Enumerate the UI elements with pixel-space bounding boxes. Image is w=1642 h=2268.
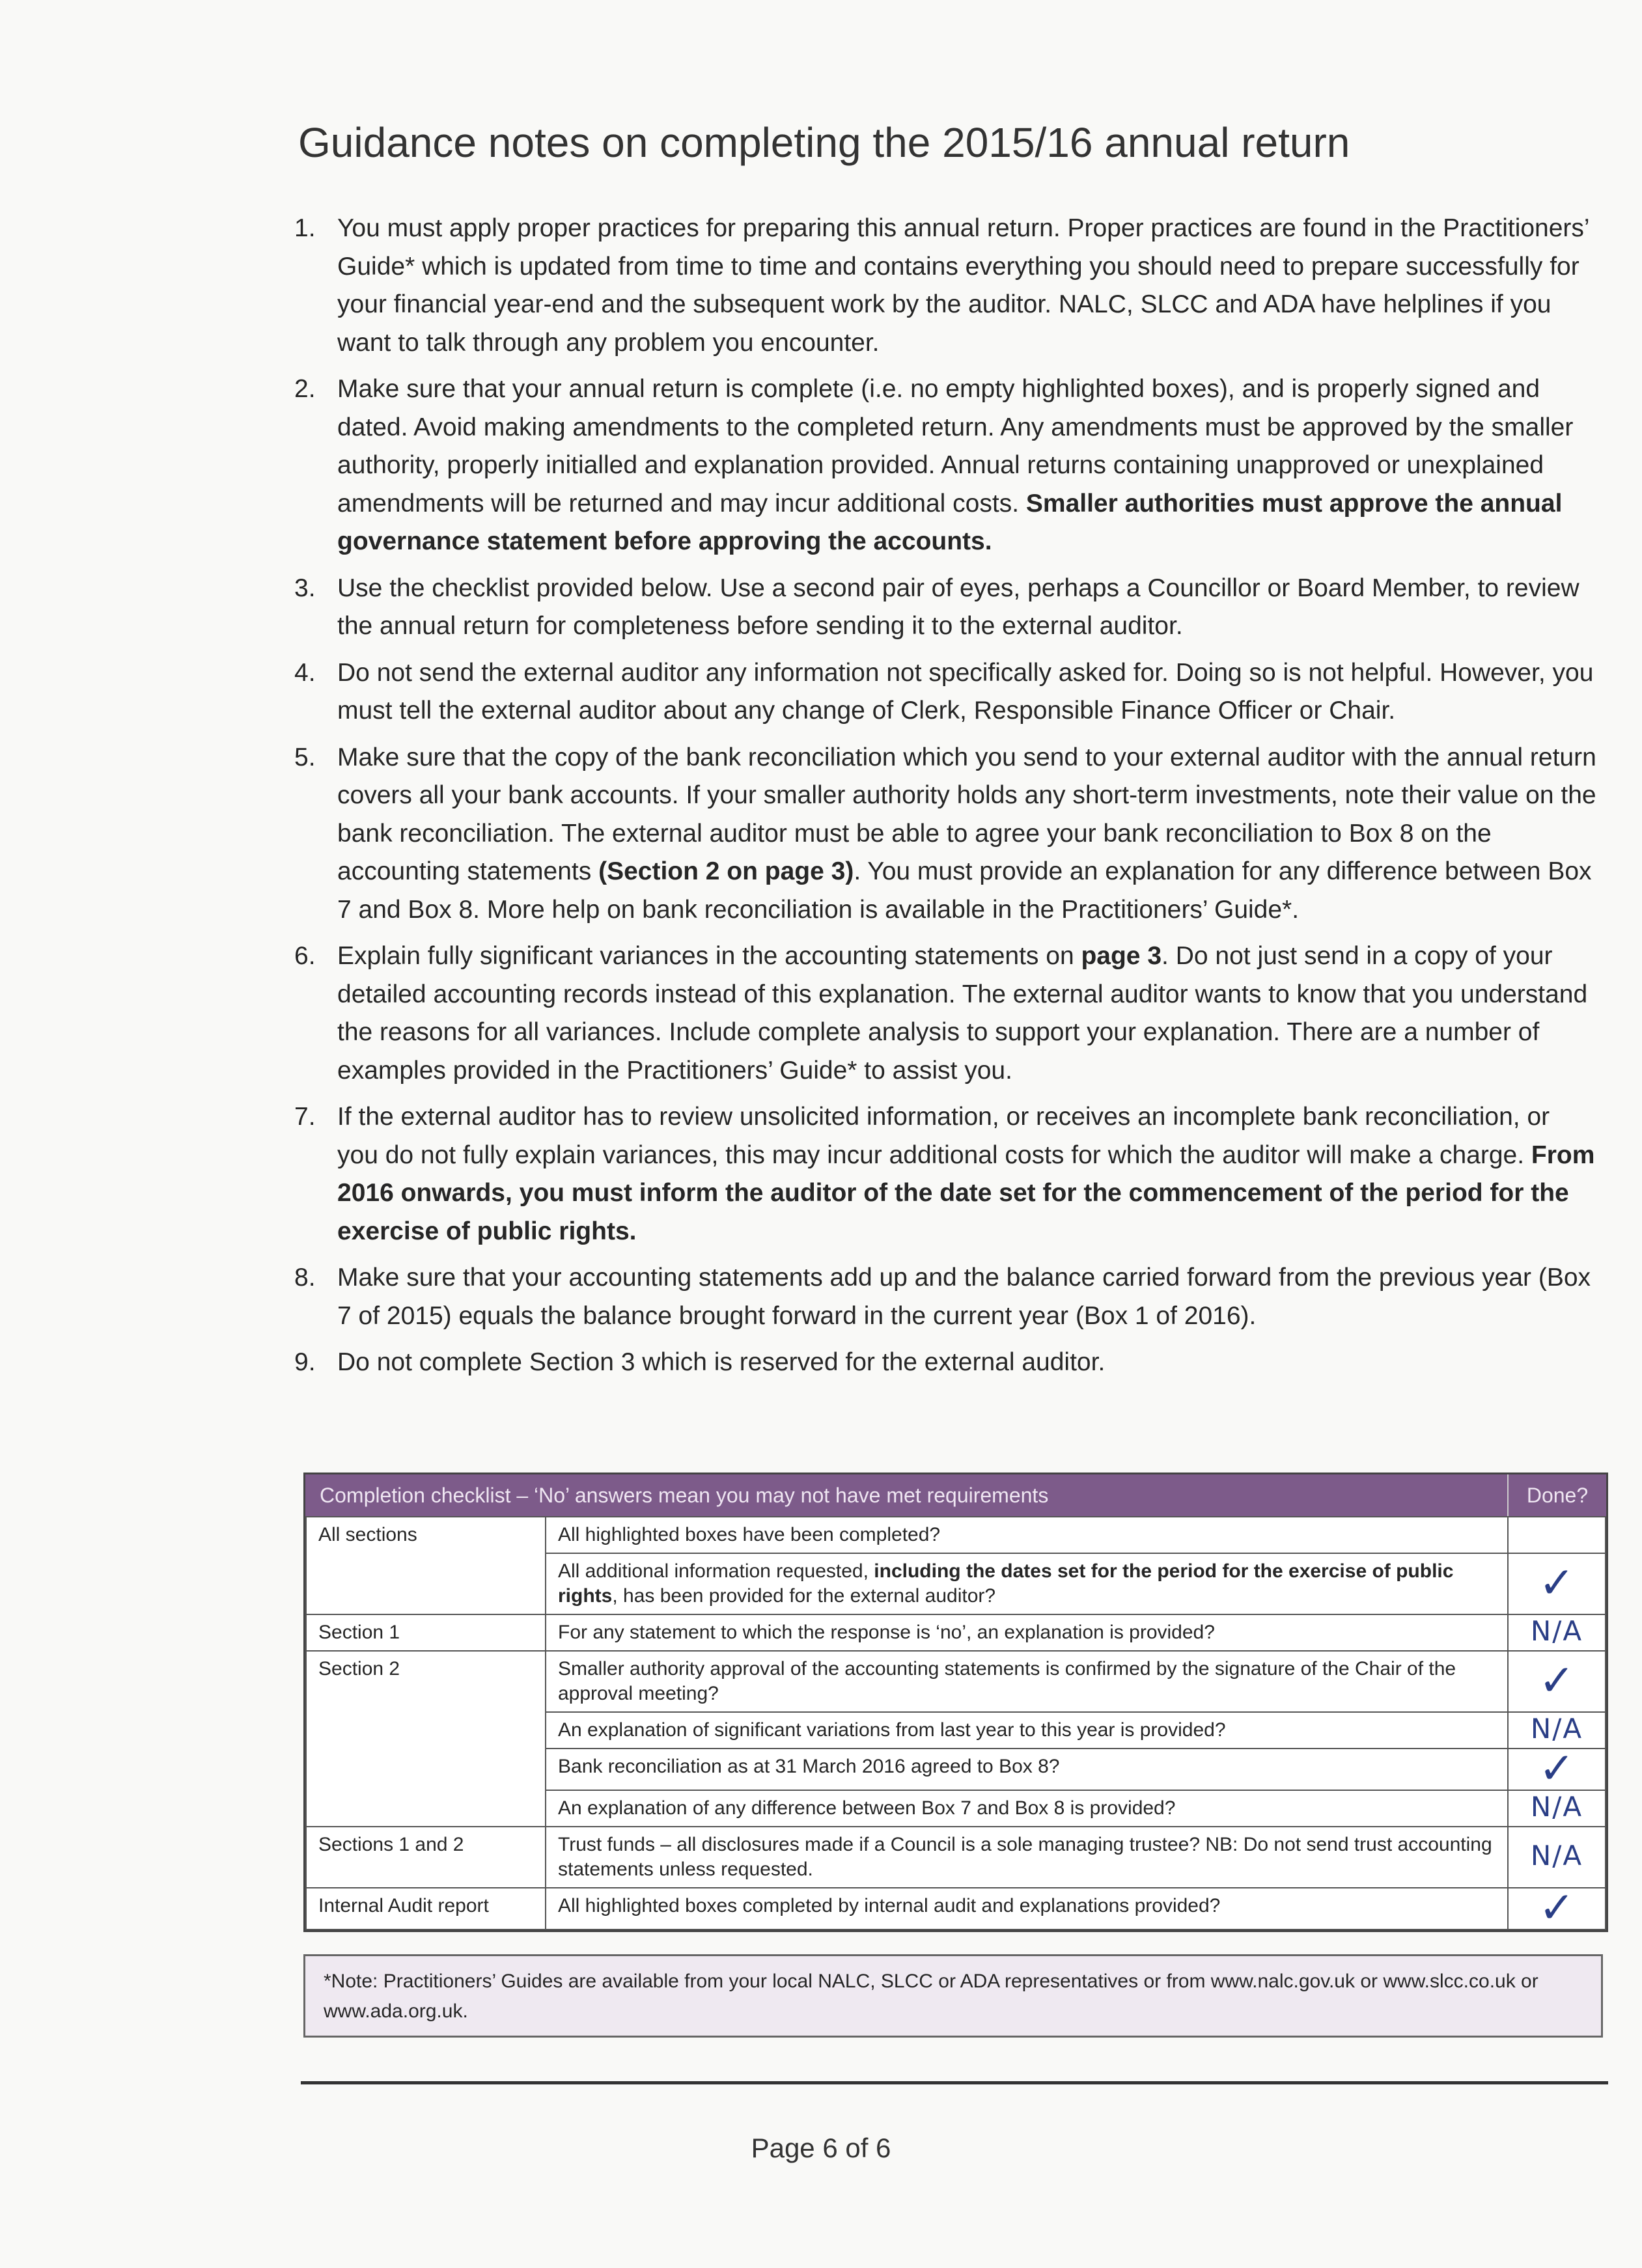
guidance-item-text	[337, 743, 1596, 924]
checklist-question	[546, 1827, 1508, 1888]
checklist-question	[546, 1651, 1508, 1712]
guidance-item-text-segment: . Do not just send in a copy of your detailed accounting records instead of this explanation. The external auditor wants to know that you understand the reasons for all variances. Include complete analysis to support your explanation. There are a number of examples provided in the Practitioners’ Guide* to assist you.	[337, 942, 1588, 1085]
guidance-item-number: 9.	[294, 1348, 316, 1376]
guidance-item-number: 1.	[294, 214, 316, 242]
checklist-table	[305, 1516, 1606, 1933]
handwritten-na-mark	[1508, 1827, 1606, 1888]
checklist-question-segment: For any statement to which the response is ‘no’, an explanation is provided?	[558, 1622, 1215, 1643]
guidance-item	[294, 1098, 1596, 1251]
guidance-item	[294, 370, 1596, 561]
done-mark: N/A	[1530, 1839, 1583, 1872]
guidance-list	[294, 210, 1596, 1390]
checklist-question	[546, 1517, 1508, 1553]
page-number: Page 6 of 6	[751, 2133, 891, 2163]
checklist-question-segment: An explanation of any difference between Box 7 and Box 8 is provided?	[558, 1797, 1176, 1819]
guidance-item-text-segment: Make sure that the copy of the bank reconciliation which you send to your external auditor with the annual return covers all your bank accounts. If your smaller authority holds any short-term investments, note their value on the bank reconciliation. The external auditor must be able to agree your bank reconciliation to Box 8 on the accounting statements	[337, 743, 1596, 885]
guidance-item-number: 3.	[294, 574, 316, 602]
guidance-item-number: 2.	[294, 375, 316, 403]
guidance-item-text	[337, 375, 1573, 555]
checklist-row	[306, 1827, 1606, 1888]
checklist-section-label: All sections	[306, 1517, 546, 1614]
guidance-item-text	[337, 214, 1589, 357]
guidance-item-text	[337, 1103, 1594, 1245]
guidance-item-number: 5.	[294, 743, 316, 771]
checklist-question-segment: including the dates set for the period for the exercise of public rights	[558, 1560, 1454, 1607]
handwritten-tick-mark	[1508, 1883, 1606, 1933]
done-mark: ✓	[1538, 1558, 1575, 1608]
done-cell-empty	[1508, 1517, 1606, 1553]
checklist-section-label: Sections 1 and 2	[306, 1827, 546, 1888]
footer-divider	[301, 2081, 1608, 2084]
handwritten-na-mark	[1508, 1614, 1606, 1651]
done-mark: ✓	[1538, 1883, 1575, 1933]
guidance-item-text-segment: page 3	[1081, 942, 1162, 970]
guidance-item-text-segment: Smaller authorities must approve the annual governance statement before approving the accounts.	[337, 489, 1563, 555]
checklist-question	[546, 1749, 1508, 1790]
completion-checklist	[303, 1473, 1608, 1932]
checklist-question	[546, 1614, 1508, 1651]
checklist-section-label: Section 2	[306, 1651, 546, 1827]
guidance-item-text-segment: Do not complete Section 3 which is reserved for the external auditor.	[337, 1348, 1106, 1376]
checklist-question-segment: Trust funds – all disclosures made if a Council is a sole managing trustee? NB: Do not send trust accounting statements unless requested.	[558, 1834, 1492, 1880]
checklist-header-title: Completion checklist – ‘No’ answers mean you may not have met requirements	[305, 1474, 1509, 1516]
checklist-question	[546, 1553, 1508, 1614]
checklist-question-segment: Smaller authority approval of the accounting statements is confirmed by the signature of the Chair of the approval meeting?	[558, 1658, 1456, 1704]
done-mark: N/A	[1530, 1712, 1583, 1745]
guidance-item-number: 4.	[294, 658, 316, 687]
checklist-section-label: Section 1	[306, 1614, 546, 1651]
done-mark: ✓	[1538, 1743, 1575, 1793]
guidance-item-number: 8.	[294, 1264, 316, 1292]
handwritten-tick-mark	[1508, 1651, 1606, 1712]
guidance-item	[294, 654, 1596, 730]
done-mark: N/A	[1530, 1614, 1583, 1647]
guidance-item	[294, 739, 1596, 930]
guidance-item-text-segment: . You must provide an explanation for any difference between Box 7 and Box 8. More help on bank reconciliation is available in the Practitioners’ Guide*.	[337, 857, 1592, 924]
checklist-question-segment: Bank reconciliation as at 31 March 2016 agreed to Box 8?	[558, 1756, 1060, 1777]
done-mark: ✓	[1538, 1655, 1575, 1706]
guidance-item-text-segment: If the external auditor has to review unsolicited information, or receives an incomplete bank reconciliation, or you do not fully explain variances, this may incur additional costs for which the auditor will make a charge.	[337, 1103, 1550, 1169]
guidance-item	[294, 1259, 1596, 1335]
guidance-item-text-segment: Make sure that your annual return is complete (i.e. no empty highlighted boxes), and is properly signed and dated. Avoid making amendments to the completed return. Any amendments must be approved by the smaller authority, properly initialled and explanation provided. Annual returns containing unapproved or unexplained amendments will be returned and may incur additional costs.	[337, 375, 1574, 518]
checklist-question	[546, 1712, 1508, 1749]
page-title: Guidance notes on completing the 2015/16 annual return	[298, 119, 1350, 166]
guidance-item-text-segment: Do not send the external auditor any information not specifically asked for. Doing so is not helpful. However, you must tell the external auditor about any change of Clerk, Responsible Finance Officer or Chair.	[337, 658, 1594, 725]
guidance-item-text	[337, 1264, 1591, 1330]
checklist-question-segment: An explanation of significant variations from last year to this year is provided?	[558, 1719, 1226, 1741]
guidance-item	[294, 1344, 1596, 1382]
guidance-item	[294, 570, 1596, 646]
guidance-item-text-segment: Use the checklist provided below. Use a second pair of eyes, perhaps a Councillor or Board Member, to review the annual return for completeness before sending it to the external auditor.	[337, 574, 1579, 640]
checklist-question	[546, 1790, 1508, 1827]
checklist-question-segment: , has been provided for the external auditor?	[612, 1585, 996, 1607]
checklist-row	[306, 1888, 1606, 1929]
guidance-item-number: 7.	[294, 1103, 316, 1131]
guidance-item-text	[337, 659, 1593, 725]
guidance-item-text	[337, 942, 1587, 1085]
checklist-row	[306, 1614, 1606, 1651]
checklist-question	[546, 1888, 1508, 1929]
checklist-question-segment: All highlighted boxes completed by internal audit and explanations provided?	[558, 1895, 1221, 1916]
handwritten-tick-mark	[1508, 1743, 1606, 1793]
checklist-row	[306, 1651, 1606, 1712]
guidance-item	[294, 210, 1596, 362]
guidance-item-text-segment: (Section 2 on page 3)	[598, 857, 854, 885]
guidance-item-text	[337, 574, 1579, 641]
checklist-header-done: Done?	[1526, 1484, 1589, 1507]
guidance-item-text-segment: Explain fully significant variances in the accounting statements on	[337, 942, 1081, 970]
checklist-question-segment: All highlighted boxes have been completed?	[558, 1524, 941, 1545]
guidance-item-text-segment: Make sure that your accounting statements add up and the balance carried forward from the previous year (Box 7 of 2015) equals the balance brought forward in the current year (Box 1 of 2016).	[337, 1264, 1591, 1330]
handwritten-tick-mark	[1508, 1553, 1606, 1614]
guidance-item-text	[337, 1348, 1105, 1376]
guidance-item-text-segment: You must apply proper practices for preparing this annual return. Proper practices are found in the Practitioners’ Guide* which is updated from time to time and contains everything you should need to prepare successfully for your financial year-end and the subsequent work by the auditor. NALC, SLCC and ADA have helplines if you want to talk through any problem you encounter.	[337, 214, 1589, 357]
done-mark: N/A	[1530, 1790, 1583, 1823]
checklist-row	[306, 1517, 1606, 1553]
handwritten-na-mark	[1508, 1790, 1606, 1827]
checklist-question-segment: All additional information requested,	[558, 1560, 874, 1582]
checklist-header	[305, 1474, 1606, 1516]
guidance-item	[294, 937, 1596, 1090]
guidance-item-number: 6.	[294, 942, 316, 970]
checklist-section-label: Internal Audit report	[306, 1888, 546, 1929]
guidance-item-text-segment: From 2016 onwards, you must inform the auditor of the date set for the commencement of the period for the exercise of public rights.	[337, 1141, 1595, 1245]
practitioners-guide-note: *Note: Practitioners’ Guides are available from your local NALC, SLCC or ADA representatives or from www.nalc.gov.uk or www.slcc.co.uk or www.ada.org.uk.	[303, 1954, 1603, 2038]
